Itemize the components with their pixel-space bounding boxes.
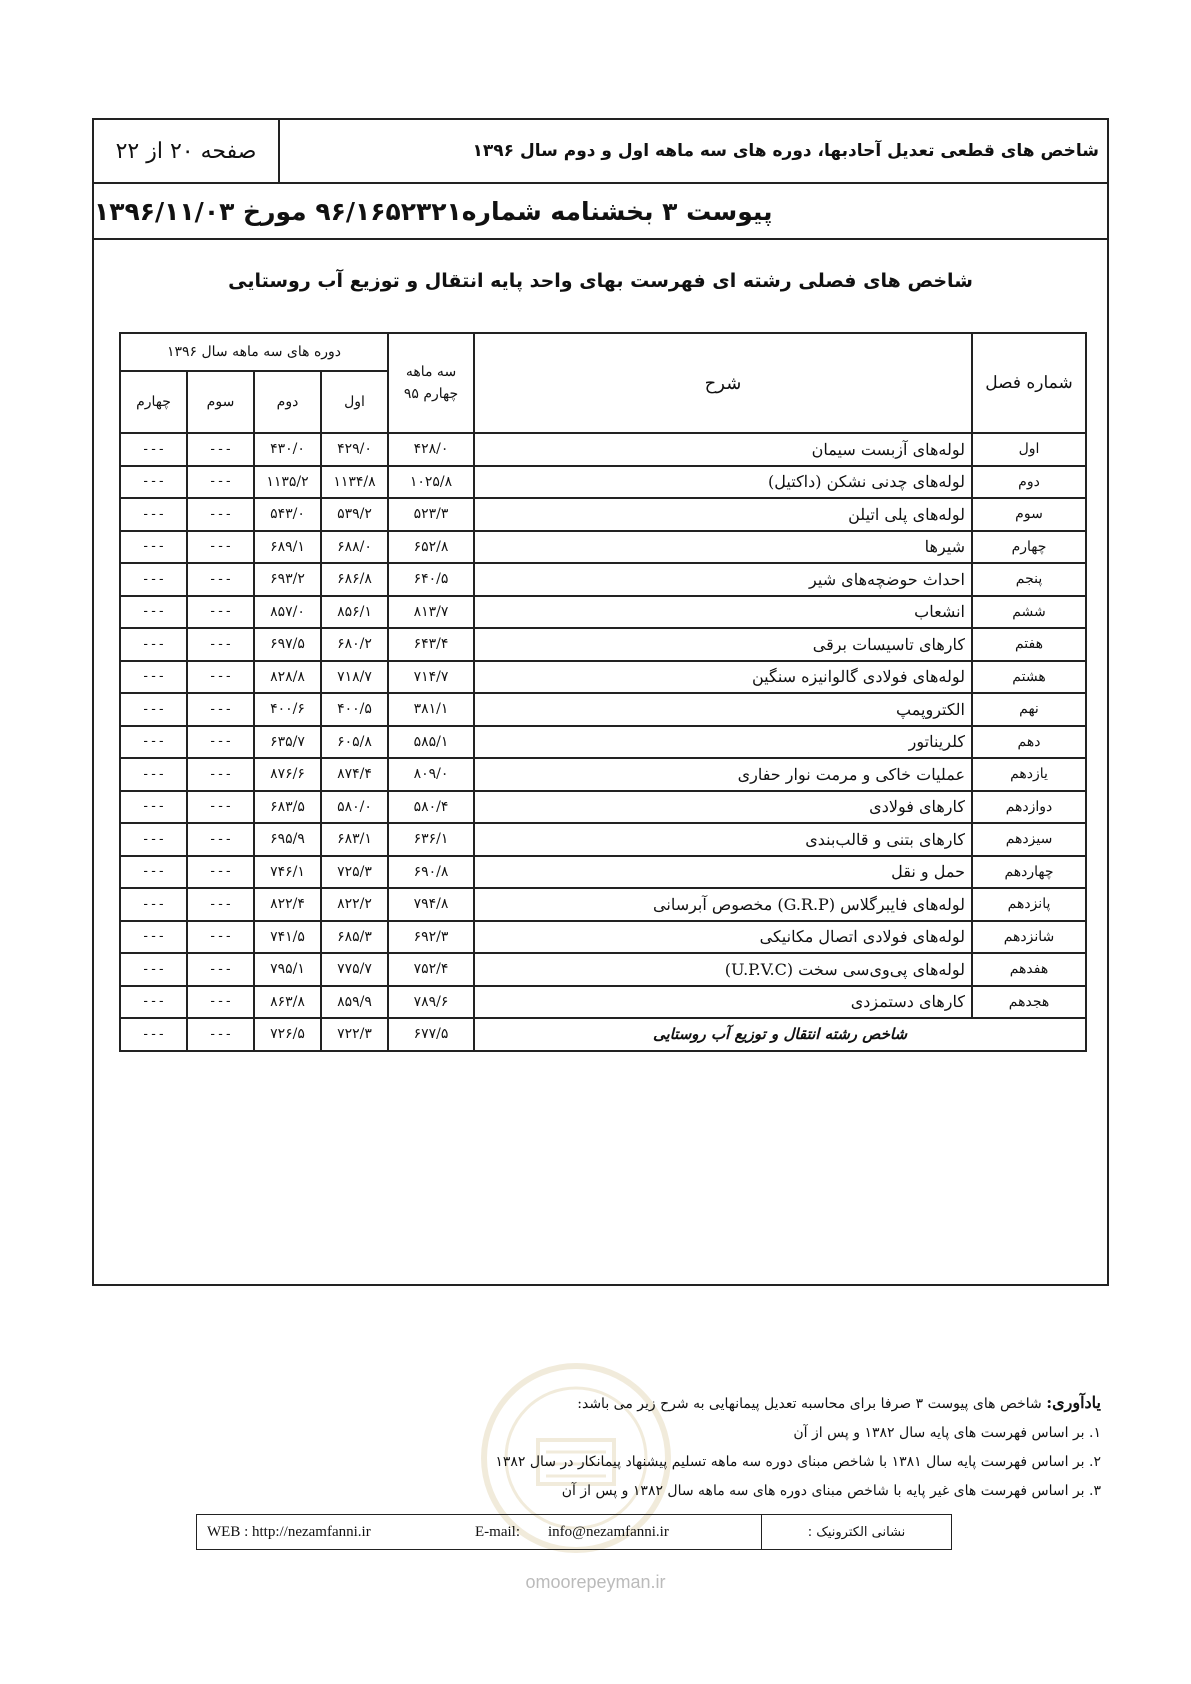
table-row xyxy=(120,823,1086,856)
email-block xyxy=(475,1515,669,1549)
cell-q4: --- xyxy=(120,498,187,531)
cell-q3: --- xyxy=(187,563,254,596)
cell-q4-95: ۸۰۹/۰ xyxy=(388,758,474,791)
cell-q1: ۵۳۹/۲ xyxy=(321,498,388,531)
cell-q2: ۷۹۵/۱ xyxy=(254,953,321,986)
email-label: E-mail: xyxy=(475,1523,520,1540)
cell-q3: --- xyxy=(187,693,254,726)
cell-q4-95: ۶۴۰/۵ xyxy=(388,563,474,596)
index-table xyxy=(119,332,1087,1052)
cell-chapter: هفتم xyxy=(972,628,1086,661)
cell-q4: --- xyxy=(120,661,187,694)
total-cell-q1: ۷۲۲/۳ xyxy=(321,1018,388,1051)
notes-lead: یادآوری: xyxy=(1046,1393,1101,1412)
document-title: شاخص های قطعی تعدیل آحادبها، دوره های سه ماهه اول و دوم سال ۱۳۹۶ xyxy=(472,141,1099,161)
cell-q3: --- xyxy=(187,921,254,954)
cell-q3: --- xyxy=(187,466,254,499)
table-row xyxy=(120,498,1086,531)
cell-chapter: چهارم xyxy=(972,531,1086,564)
footer-box xyxy=(196,1514,952,1550)
table-row xyxy=(120,791,1086,824)
cell-description: لوله‌های چدنی نشکن (داکتیل) xyxy=(474,466,972,499)
cell-description: لوله‌های فولادی گالوانیزه سنگین xyxy=(474,661,972,694)
cell-q4: --- xyxy=(120,726,187,759)
table-row xyxy=(120,758,1086,791)
cell-description: حمل و نقل xyxy=(474,856,972,889)
cell-description: لوله‌های فولادی اتصال مکانیکی xyxy=(474,921,972,954)
cell-q1: ۸۲۲/۲ xyxy=(321,888,388,921)
cell-chapter: یازدهم xyxy=(972,758,1086,791)
cell-q4-95: ۵۲۳/۳ xyxy=(388,498,474,531)
cell-q2: ۸۶۳/۸ xyxy=(254,986,321,1019)
cell-q4-95: ۶۵۲/۸ xyxy=(388,531,474,564)
cell-q2: ۶۸۹/۱ xyxy=(254,531,321,564)
header-description: شرح xyxy=(474,333,972,433)
cell-q2: ۶۹۳/۲ xyxy=(254,563,321,596)
cell-q3: --- xyxy=(187,531,254,564)
cell-description: احداث حوضچه‌های شیر xyxy=(474,563,972,596)
cell-q4-95: ۶۹۰/۸ xyxy=(388,856,474,889)
document-frame xyxy=(92,118,1109,1286)
cell-q3: --- xyxy=(187,726,254,759)
cell-q4: --- xyxy=(120,628,187,661)
cell-q2: ۶۳۵/۷ xyxy=(254,726,321,759)
table-row xyxy=(120,466,1086,499)
cell-q3: --- xyxy=(187,433,254,466)
cell-q1: ۶۰۵/۸ xyxy=(321,726,388,759)
cell-q4: --- xyxy=(120,921,187,954)
cell-q4-95: ۵۸۵/۱ xyxy=(388,726,474,759)
cell-description: لوله‌های فایبرگلاس (G.R.P) مخصوص آبرسانی xyxy=(474,888,972,921)
header-row xyxy=(94,120,1107,184)
cell-description: شیرها xyxy=(474,531,972,564)
cell-description: کارهای تاسیسات برقی xyxy=(474,628,972,661)
total-row xyxy=(120,1018,1086,1051)
cell-q1: ۸۷۴/۴ xyxy=(321,758,388,791)
cell-chapter: سوم xyxy=(972,498,1086,531)
document-subtitle: پیوست ۳ بخشنامه شماره۹۶/۱۶۵۲۳۲۱ مورخ ۱۳۹۶/۱۱/۰۳ xyxy=(94,184,1107,240)
cell-q3: --- xyxy=(187,498,254,531)
cell-q1: ۷۱۸/۷ xyxy=(321,661,388,694)
notes-section xyxy=(301,1388,1101,1506)
cell-chapter: پنجم xyxy=(972,563,1086,596)
cell-q1: ۴۲۹/۰ xyxy=(321,433,388,466)
cell-chapter: شانزدهم xyxy=(972,921,1086,954)
cell-q4: --- xyxy=(120,986,187,1019)
table-row xyxy=(120,661,1086,694)
cell-q4: --- xyxy=(120,563,187,596)
table-row xyxy=(120,596,1086,629)
header-q4-95: سه ماهه چهارم ۹۵ xyxy=(388,333,474,433)
cell-q3: --- xyxy=(187,628,254,661)
total-cell-q4-95: ۶۷۷/۵ xyxy=(388,1018,474,1051)
cell-q3: --- xyxy=(187,758,254,791)
cell-q3: --- xyxy=(187,661,254,694)
cell-description: الکتروپمپ xyxy=(474,693,972,726)
cell-q4-95: ۶۹۲/۳ xyxy=(388,921,474,954)
total-cell-q4: --- xyxy=(120,1018,187,1051)
header-q2: دوم xyxy=(254,371,321,433)
cell-q2: ۸۲۸/۸ xyxy=(254,661,321,694)
total-cell-q2: ۷۲۶/۵ xyxy=(254,1018,321,1051)
header-q3: سوم xyxy=(187,371,254,433)
cell-q4: --- xyxy=(120,433,187,466)
cell-description: لوله‌های پی‌وی‌سی سخت (U.P.V.C) xyxy=(474,953,972,986)
cell-q1: ۶۸۵/۳ xyxy=(321,921,388,954)
note-item: ۲. بر اساس فهرست پایه سال ۱۳۸۱ با شاخص مبنای دوره سه ماهه تسلیم پیشنهاد پیمانکار در سال ۱۳۸۲ xyxy=(495,1454,1101,1470)
cell-q2: ۶۹۷/۵ xyxy=(254,628,321,661)
cell-q3: --- xyxy=(187,986,254,1019)
cell-description: انشعاب xyxy=(474,596,972,629)
cell-q3: --- xyxy=(187,823,254,856)
cell-q4: --- xyxy=(120,596,187,629)
cell-q1: ۶۸۰/۲ xyxy=(321,628,388,661)
cell-q2: ۴۳۰/۰ xyxy=(254,433,321,466)
cell-q4-95: ۷۵۲/۴ xyxy=(388,953,474,986)
cell-q2: ۶۹۵/۹ xyxy=(254,823,321,856)
cell-chapter: پانزدهم xyxy=(972,888,1086,921)
cell-q1: ۶۸۳/۱ xyxy=(321,823,388,856)
page-number: صفحه ۲۰ از ۲۲ xyxy=(94,120,280,182)
cell-q4: --- xyxy=(120,758,187,791)
cell-chapter: نهم xyxy=(972,693,1086,726)
total-description: شاخص رشته انتقال و توزیع آب روستایی xyxy=(474,1018,1086,1051)
cell-q3: --- xyxy=(187,888,254,921)
cell-q1: ۸۵۹/۹ xyxy=(321,986,388,1019)
cell-chapter: دوم xyxy=(972,466,1086,499)
table-title: شاخص های فصلی رشته ای فهرست بهای واحد پایه انتقال و توزیع آب روستایی xyxy=(228,270,973,292)
table-row xyxy=(120,563,1086,596)
cell-q2: ۷۴۱/۵ xyxy=(254,921,321,954)
header-q4: چهارم xyxy=(120,371,187,433)
table-row xyxy=(120,531,1086,564)
header-q1: اول xyxy=(321,371,388,433)
cell-chapter: اول xyxy=(972,433,1086,466)
total-cell-q3: --- xyxy=(187,1018,254,1051)
website-link[interactable]: WEB : http://nezamfanni.ir xyxy=(207,1523,371,1540)
cell-q4: --- xyxy=(120,791,187,824)
cell-q1: ۴۰۰/۵ xyxy=(321,693,388,726)
cell-q2: ۸۵۷/۰ xyxy=(254,596,321,629)
cell-q4-95: ۷۱۴/۷ xyxy=(388,661,474,694)
cell-chapter: هجدهم xyxy=(972,986,1086,1019)
table-row xyxy=(120,693,1086,726)
cell-q4: --- xyxy=(120,823,187,856)
cell-chapter: سیزدهم xyxy=(972,823,1086,856)
table-row xyxy=(120,953,1086,986)
cell-q2: ۸۲۲/۴ xyxy=(254,888,321,921)
cell-q4-95: ۸۱۳/۷ xyxy=(388,596,474,629)
header-chapter: شماره فصل xyxy=(972,333,1086,433)
cell-chapter: ششم xyxy=(972,596,1086,629)
cell-q1: ۶۸۶/۸ xyxy=(321,563,388,596)
note-item: ۳. بر اساس فهرست های غیر پایه با شاخص مبنای دوره های سه ماهه سال ۱۳۸۲ و پس از آن xyxy=(561,1483,1101,1499)
cell-q4-95: ۵۸۰/۴ xyxy=(388,791,474,824)
cell-q1: ۱۱۳۴/۸ xyxy=(321,466,388,499)
cell-q4: --- xyxy=(120,888,187,921)
footer-label: نشانی الکترونیک : xyxy=(761,1515,951,1549)
cell-chapter: دهم xyxy=(972,726,1086,759)
cell-q1: ۷۷۵/۷ xyxy=(321,953,388,986)
table-row xyxy=(120,888,1086,921)
cell-description: کارهای بتنی و قالب‌بندی xyxy=(474,823,972,856)
cell-q4: --- xyxy=(120,693,187,726)
note-item: ۱. بر اساس فهرست های پایه سال ۱۳۸۲ و پس از آن xyxy=(793,1425,1101,1441)
table-row xyxy=(120,986,1086,1019)
cell-q1: ۵۸۰/۰ xyxy=(321,791,388,824)
cell-chapter: هشتم xyxy=(972,661,1086,694)
table-row xyxy=(120,921,1086,954)
cell-chapter: هفدهم xyxy=(972,953,1086,986)
cell-q1: ۷۲۵/۳ xyxy=(321,856,388,889)
cell-q4-95: ۶۳۶/۱ xyxy=(388,823,474,856)
cell-q4: --- xyxy=(120,856,187,889)
cell-q2: ۵۴۳/۰ xyxy=(254,498,321,531)
cell-q2: ۴۰۰/۶ xyxy=(254,693,321,726)
cell-q4-95: ۷۹۴/۸ xyxy=(388,888,474,921)
cell-q2: ۸۷۶/۶ xyxy=(254,758,321,791)
table-row xyxy=(120,726,1086,759)
cell-description: کارهای دستمزدی xyxy=(474,986,972,1019)
cell-chapter: چهاردهم xyxy=(972,856,1086,889)
cell-chapter: دوازدهم xyxy=(972,791,1086,824)
table-row xyxy=(120,628,1086,661)
cell-q4-95: ۴۲۸/۰ xyxy=(388,433,474,466)
table-row xyxy=(120,856,1086,889)
notes-intro: شاخص های پیوست ۳ صرفا برای محاسبه تعدیل پیمانهایی به شرح زیر می باشد: xyxy=(577,1396,1042,1412)
cell-q3: --- xyxy=(187,856,254,889)
cell-q1: ۶۸۸/۰ xyxy=(321,531,388,564)
cell-q3: --- xyxy=(187,791,254,824)
cell-description: لوله‌های پلی اتیلن xyxy=(474,498,972,531)
header-quarters-group: دوره های سه ماهه سال ۱۳۹۶ xyxy=(120,333,388,371)
cell-q4-95: ۷۸۹/۶ xyxy=(388,986,474,1019)
cell-q4-95: ۱۰۲۵/۸ xyxy=(388,466,474,499)
cell-q4: --- xyxy=(120,953,187,986)
cell-q3: --- xyxy=(187,596,254,629)
table-row xyxy=(120,433,1086,466)
cell-description: لوله‌های آزبست سیمان xyxy=(474,433,972,466)
cell-q4: --- xyxy=(120,466,187,499)
cell-q4-95: ۶۴۳/۴ xyxy=(388,628,474,661)
cell-q3: --- xyxy=(187,953,254,986)
cell-q2: ۱۱۳۵/۲ xyxy=(254,466,321,499)
cell-q4-95: ۳۸۱/۱ xyxy=(388,693,474,726)
email-link[interactable]: info@nezamfanni.ir xyxy=(548,1523,669,1540)
cell-description: کارهای فولادی xyxy=(474,791,972,824)
cell-q2: ۷۴۶/۱ xyxy=(254,856,321,889)
cell-q4: --- xyxy=(120,531,187,564)
cell-description: عملیات خاکی و مرمت نوار حفاری xyxy=(474,758,972,791)
cell-q1: ۸۵۶/۱ xyxy=(321,596,388,629)
cell-q2: ۶۸۳/۵ xyxy=(254,791,321,824)
cell-description: کلریناتور xyxy=(474,726,972,759)
site-watermark: omoorepeyman.ir xyxy=(525,1572,666,1592)
